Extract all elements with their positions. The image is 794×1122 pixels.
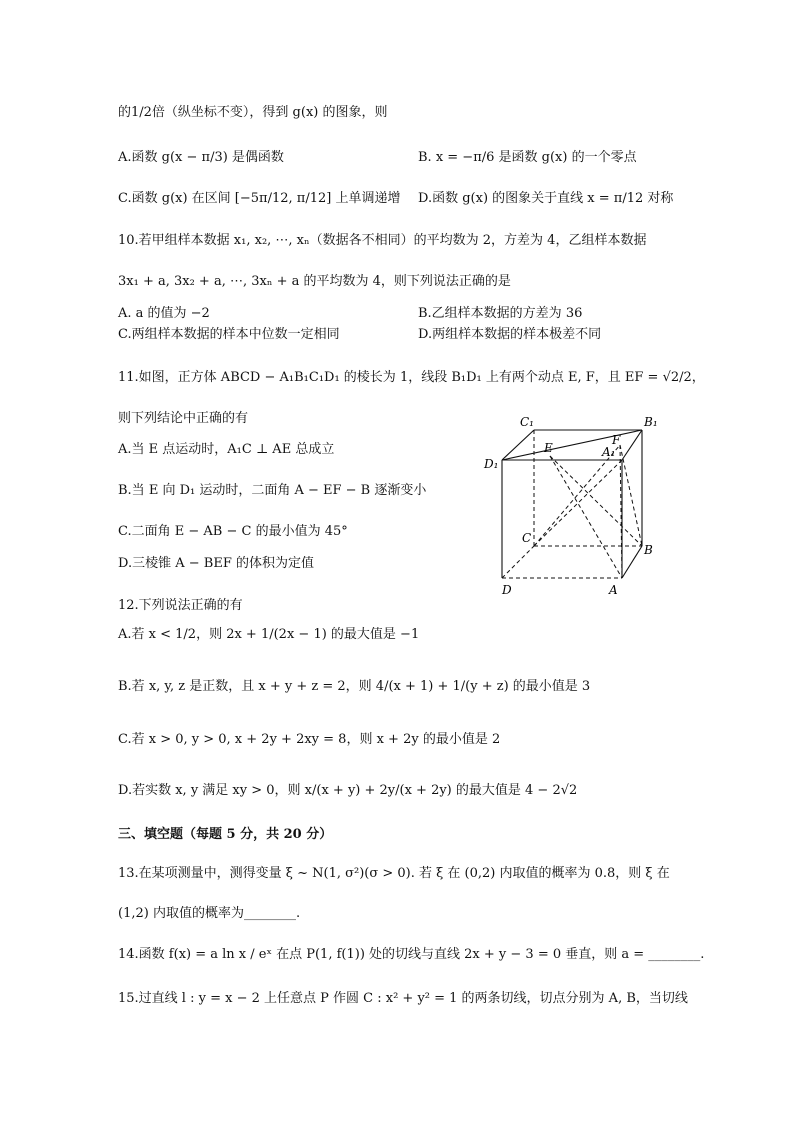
section-heading: 三、填空题（每题 5 分，共 20 分） [118,827,333,842]
q10-option-c: C.两组样本数据的样本中位数一定相同 [118,327,340,342]
q10-option-b: B.乙组样本数据的方差为 36 [418,306,583,321]
label-d: D [502,583,512,597]
label-e: E [544,441,553,455]
cube-figure [482,408,662,598]
q10-option-a: A. a 的值为 −2 [118,306,210,321]
q12-option-d: D.若实数 x, y 满足 xy > 0，则 x/(x + y) + 2y/(x + 2y) 的最大值是 4 − 2√2 [118,783,578,798]
q11-option-b: B.当 E 向 D₁ 运动时，二面角 A − EF − B 逐渐变小 [118,483,427,498]
label-a: A [609,583,618,597]
q14-line: 14.函数 f(x) = a ln x / eˣ 在点 P(1, f(1)) 处的切线与直线 2x + y − 3 = 0 垂直，则 a = ________. [118,947,705,962]
q11-option-a: A.当 E 点运动时，A₁C ⊥ AE 总成立 [118,442,335,457]
q11-option-d: D.三棱锥 A − BEF 的体积为定值 [118,556,314,571]
label-c1: C₁ [520,415,534,429]
label-b1: B₁ [644,415,658,429]
q13-line2: (1,2) 内取值的概率为________. [118,906,301,921]
label-f: F [612,433,621,447]
q9-option-a: A.函数 g(x − π/3) 是偶函数 [118,150,284,165]
q11-stem-line1: 11.如图，正方体 ABCD − A₁B₁C₁D₁ 的棱长为 1，线段 B₁D₁ 上有两个动点 E, F，且 EF = √2/2， [118,370,705,385]
q13-line1: 13.在某项测量中，测得变量 ξ ~ N(1, σ²)(σ > 0). 若 ξ 在 (0,2) 内取值的概率为 0.8，则 ξ 在 [118,866,670,881]
q11-option-c: C.二面角 E − AB − C 的最小值为 45° [118,524,348,539]
q15-line: 15.过直线 l : y = x − 2 上任意点 P 作圆 C : x² + y² = 1 的两条切线，切点分别为 A, B，当切线 [118,991,688,1006]
q12-option-c: C.若 x > 0, y > 0, x + 2y + 2xy = 8，则 x + 2y 的最小值是 2 [118,732,501,747]
q12-stem: 12.下列说法正确的有 [118,598,243,613]
q9-option-b: B. x = −π/6 是函数 g(x) 的一个零点 [418,150,637,165]
q11-stem-line2: 则下列结论中正确的有 [118,411,249,426]
q12-option-a: A.若 x < 1/2，则 2x + 1/(2x − 1) 的最大值是 −1 [118,627,420,642]
q10-option-d: D.两组样本数据的样本极差不同 [418,327,602,342]
q9-option-d: D.函数 g(x) 的图象关于直线 x = π/12 对称 [418,191,674,206]
q9-option-c: C.函数 g(x) 在区间 [−5π/12, π/12] 上单调递增 [118,191,401,206]
label-a1: A₁ [602,445,616,459]
label-b: B [644,543,653,557]
q10-stem-line2: 3x₁ + a, 3x₂ + a, ⋯, 3xₙ + a 的平均数为 4，则下列说法正确的是 [118,274,511,289]
label-d1: D₁ [484,457,499,471]
q12-option-b: B.若 x, y, z 是正数，且 x + y + z = 2，则 4/(x + 1) + 1/(y + z) 的最小值是 3 [118,679,591,694]
label-c: C [522,531,532,545]
intro-line: 的1/2倍（纵坐标不变），得到 g(x) 的图象，则 [118,105,388,120]
q10-stem-line1: 10.若甲组样本数据 x₁, x₂, ⋯, xₙ（数据各不相同）的平均数为 2，方差为 4，乙组样本数据 [118,233,647,248]
